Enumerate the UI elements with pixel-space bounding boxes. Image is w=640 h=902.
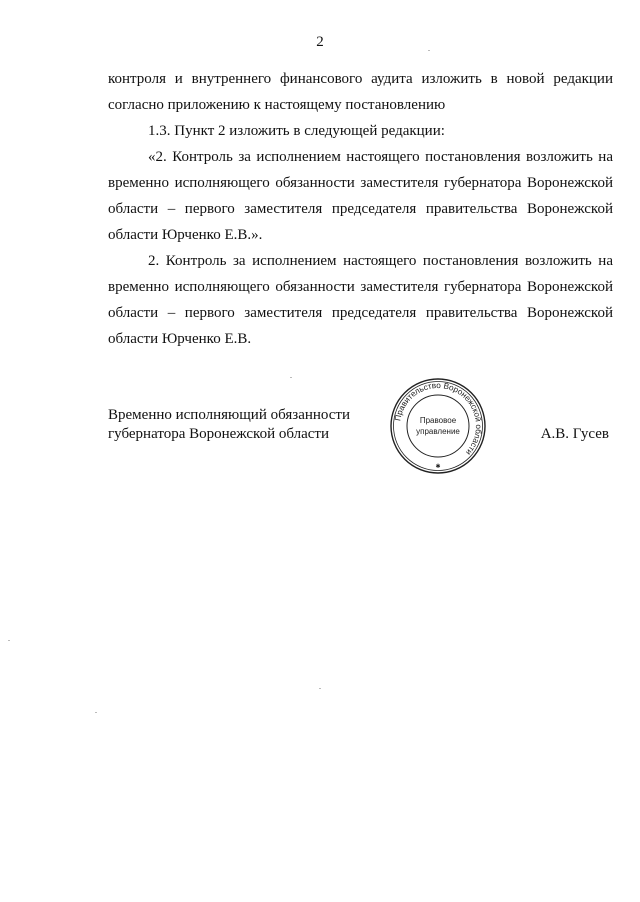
paragraph-item-2: 2. Контроль за исполнением настоящего постановления возложить на временно исполняющего обязанности заместителя губернатора Воронежской области – первого заместителя председателя правительства Воронежской области Юрченко Е.В. [108,253,613,347]
signatory-title-line-2: губернатора Воронежской области [108,426,329,442]
svg-text:Правовое: Правовое [419,416,457,425]
scan-speck [290,377,292,378]
scan-speck [319,688,321,689]
svg-text:✱: ✱ [435,463,441,470]
document-body [108,66,613,352]
scan-speck [428,50,430,51]
stamp-outer-text: Правительство Воронежской области [393,380,484,457]
page-number: 2 [316,34,324,50]
scan-speck [8,640,10,641]
signatory-title [108,406,350,444]
signatory-name: А.В. Гусев [540,426,609,442]
signatory-title-line-1: Временно исполняющий обязанности [108,407,351,423]
scan-speck [95,712,97,713]
svg-text:управление: управление [416,427,460,436]
paragraph-item-1-3: 1.3. Пункт 2 изложить в следующей редакции: [148,123,445,139]
paragraph-quoted-item-2: «2. Контроль за исполнением настоящего постановления возложить на временно исполняющего обязанности заместителя губернатора Воронежской области – первого заместителя председателя правительства Воронежской области Юрченко Е.В.». [108,149,613,243]
signature-block [108,380,613,476]
paragraph-continuation: контроля и внутреннего финансового аудита изложить в новой редакции согласно приложению к настоящему постановлению [108,71,613,113]
official-stamp [388,376,488,476]
